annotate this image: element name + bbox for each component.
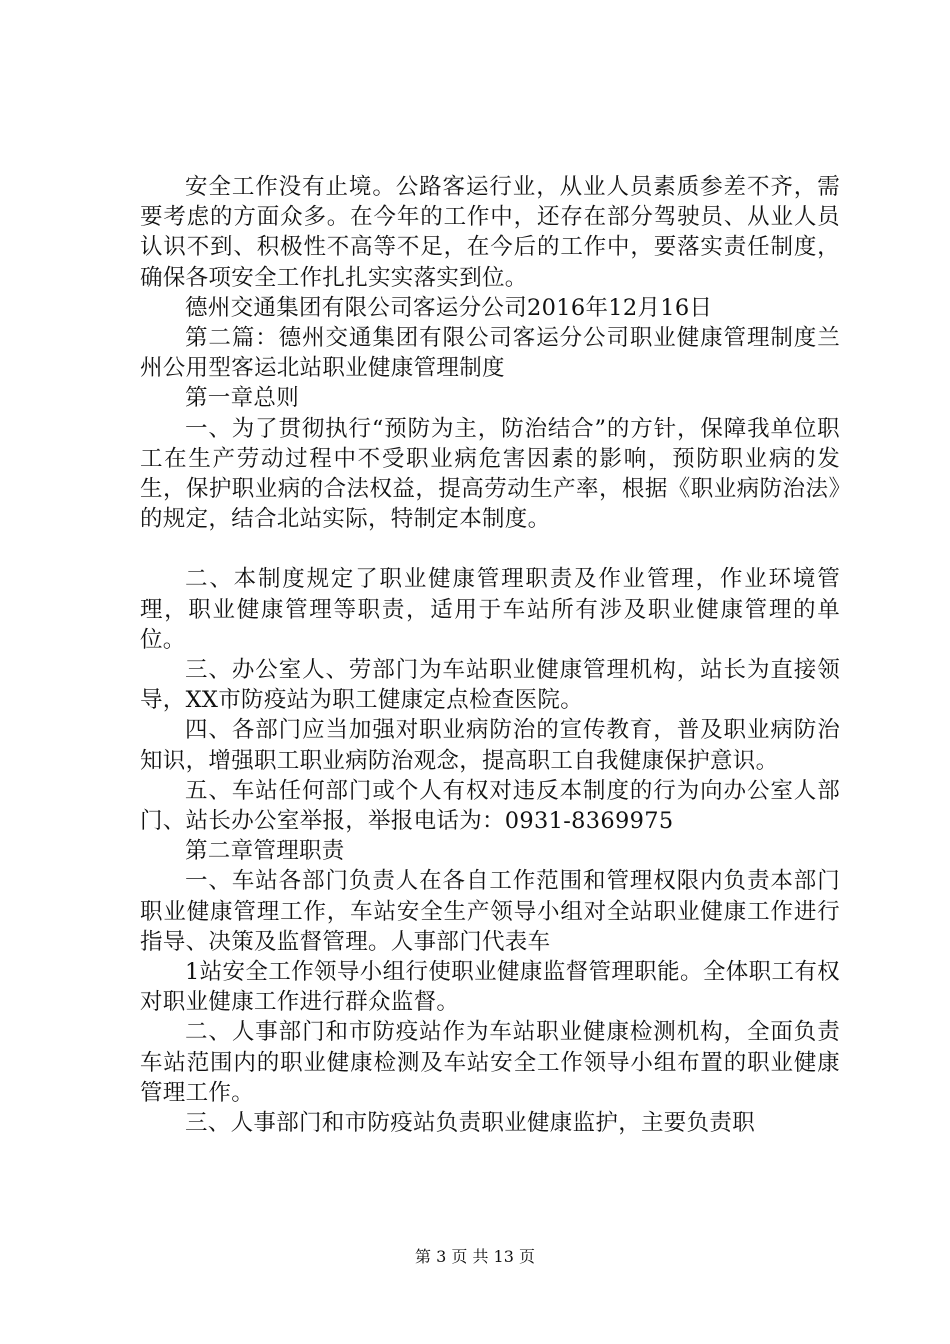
paragraph: 五、车站任何部门或个人有权对违反本制度的行为向办公室人部门、站长办公室举报，举报电话为：0931-8369975 bbox=[140, 777, 840, 835]
document-body bbox=[140, 172, 840, 1138]
paragraph: 安全工作没有止境。公路客运行业，从业人员素质参差不齐，需要考虑的方面众多。在今年的工作中，还存在部分驾驶员、从业人员认识不到、积极性不高等不足，在今后的工作中，要落实责任制度，确保各项安全工作扎扎实实落实到位。 bbox=[140, 174, 840, 291]
paragraph: 1站安全工作领导小组行使职业健康监督管理职能。全体职工有权对职业健康工作进行群众监督。 bbox=[140, 959, 840, 1016]
page-number-footer: 第 3 页 共 13 页 bbox=[415, 1247, 535, 1266]
paragraph: 一、为了贯彻执行“预防为主，防治结合”的方针，保障我单位职工在生产劳动过程中不受职业病危害因素的影响，预防职业病的发生，保护职业病的合法权益，提高劳动生产率，根据《职业病防治法》的规定，结合北站实际，特制定本制度。 bbox=[140, 415, 840, 533]
paragraph-section-title: 第二篇：德州交通集团有限公司客运分公司职业健康管理制度兰州公用型客运北站职业健康管理制度 bbox=[140, 325, 840, 382]
paragraph: 二、本制度规定了职业健康管理职责及作业管理，作业环境管理，职业健康管理等职责，适用于车站所有涉及职业健康管理的单位。 bbox=[140, 566, 840, 653]
paragraph: 三、办公室人、劳部门为车站职业健康管理机构，站长为直接领导，XX市防疫站为职工健康定点检查医院。 bbox=[140, 657, 840, 714]
chapter-heading: 第一章总则 bbox=[185, 385, 300, 412]
paragraph-signature-date: 德州交通集团有限公司客运分公司2016年12月16日 bbox=[185, 294, 713, 321]
chapter-heading: 第二章管理职责 bbox=[185, 838, 345, 865]
paragraph: 四、各部门应当加强对职业病防治的宣传教育，普及职业病防治知识，增强职工职业病防治观念，提高职工自我健康保护意识。 bbox=[140, 717, 840, 774]
paragraph: 一、车站各部门负责人在各自工作范围和管理权限内负责本部门职业健康管理工作，车站安全生产领导小组对全站职业健康工作进行指导、决策及监督管理。人事部门代表车 bbox=[140, 868, 840, 955]
paragraph: 三、人事部门和市防疫站负责职业健康监护，主要负责职 bbox=[185, 1110, 756, 1137]
paragraph: 二、人事部门和市防疫站作为车站职业健康检测机构，全面负责车站范围内的职业健康检测及车站安全工作领导小组布置的职业健康管理工作。 bbox=[140, 1019, 840, 1106]
